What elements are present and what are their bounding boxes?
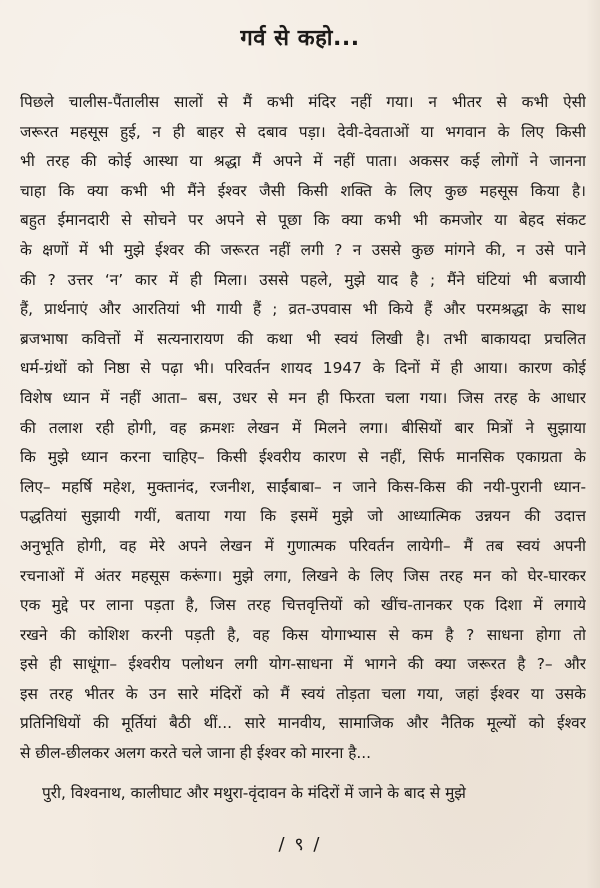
text-line: की तलाश रही होगी, वह क्रमशः लेखन में मिलने लगा। बीसियों बार मित्रों ने सुझाया bbox=[20, 418, 586, 437]
text-line: अनुभूति होगी, वह मेरे अपने लेखन में गुणात्मक परिवर्तन लायेगी– मैं तब स्वयं अपनी bbox=[20, 536, 586, 555]
text-line: भी तरह की कोई आस्था या श्रद्धा मैं अपने में नहीं पाता। अकसर कई लोगों ने जानना bbox=[20, 152, 586, 171]
paragraph-1 bbox=[20, 88, 586, 769]
chapter-title: गर्व से कहो... bbox=[240, 26, 360, 51]
text-line: चाहा कि क्या कभी भी मैंने ईश्वर जैसी किसी शक्ति के लिए कुछ महसूस किया है। bbox=[20, 181, 586, 200]
text-line: धर्म-ग्रंथों को निष्ठा से पढ़ा भी। परिवर्तन शायद 1947 के दिनों में ही आया। कारण कोई bbox=[20, 359, 586, 378]
text-line: हैं, प्रार्थनाएं और आरतियां भी गायी हैं ; व्रत-उपवास भी किये हैं और परमश्रद्धा के साथ bbox=[20, 300, 586, 319]
paragraph-gap bbox=[20, 769, 586, 779]
text-line: रचनाओं में अंतर महसूस करूंगा। मुझे लगा, लिखने के लिए जिस तरह मन को घेर-घारकर bbox=[20, 566, 586, 585]
text-line: पुरी, विश्वनाथ, कालीघाट और मथुरा-वृंदावन के मंदिरों में जाने के बाद से मुझे bbox=[42, 783, 466, 802]
text-line: पद्धतियां सुझायी गयीं, बताया गया कि इसमें मुझे जो आध्यात्मिक उन्नयन की उदात्त bbox=[20, 507, 586, 526]
text-line: कि मुझे ध्यान करना चाहिए– किसी ईश्वरीय कारण से नहीं, सिर्फ मानसिक एकाग्रता के bbox=[20, 448, 586, 467]
text-line: ब्रजभाषा कवित्तों में सत्यनारायण की कथा भी स्वयं लिखी है। तभी बाकायदा प्रचलित bbox=[20, 329, 586, 348]
paragraph-2 bbox=[20, 779, 586, 809]
text-line: प्रतिनिधियों की मूर्तियां बैठी थीं... सारे मानवीय, सामाजिक और नैतिक मूल्यों को ईश्वर bbox=[20, 714, 586, 733]
text-line: विशेष ध्यान में नहीं आता– बस, उधर से मन ही फिरता चला गया। जिस तरह के आधार bbox=[20, 388, 586, 407]
text-line: से छील-छीलकर अलग करते चले जाना ही ईश्वर को मारना है... bbox=[20, 744, 372, 763]
page-number: / ९ / bbox=[278, 834, 322, 855]
text-line: बहुत ईमानदारी से सोचने पर अपने से पूछा कि क्या कभी भी कमजोर या बेहद संकट bbox=[20, 211, 586, 230]
text-line: की ? उत्तर ‘न’ कार में ही मिला। उससे पहले, मुझे याद है ; मैंने घंटियां भी बजायी bbox=[20, 270, 586, 289]
text-line: के क्षणों में भी मुझे ईश्वर की जरूरत नहीं लगी ? न उससे कुछ मांगने की, न उसे पाने bbox=[20, 240, 586, 259]
text-line: रखने की कोशिश करनी पड़ती है, वह किस योगाभ्यास से कम है ? साधना होगा तो bbox=[20, 625, 586, 644]
page-gutter-shadow bbox=[586, 0, 600, 888]
text-line: पिछले चालीस-पैंतालीस सालों से मैं कभी मंदिर नहीं गया। न भीतर से कभी ऐसी bbox=[20, 93, 586, 111]
text-line: एक मुद्दे पर लाना पड़ता है, जिस तरह चित्तवृत्तियों को खींच-तानकर एक दिशा में लगाये bbox=[20, 596, 586, 615]
text-line: लिए– महर्षि महेश, मुक्तानंद, रजनीश, साईंबाबा– न जाने किस-किस की नयी-पुरानी ध्यान- bbox=[20, 477, 586, 496]
body-text bbox=[20, 88, 586, 808]
text-line: इस तरह भीतर के उन सारे मंदिरों को मैं स्वयं तोड़ता चला गया, जहां ईश्वर या उसके bbox=[20, 684, 586, 703]
text-line: जरूरत महसूस हुई, न ही बाहर से दबाव पड़ा। देवी-देवताओं या भगवान के लिए किसी bbox=[20, 122, 586, 141]
text-line: इसे ही साधूंगा– ईश्वरीय पलोथन लगी योग-साधना में भागने की क्या जरूरत है ?– और bbox=[20, 655, 586, 674]
